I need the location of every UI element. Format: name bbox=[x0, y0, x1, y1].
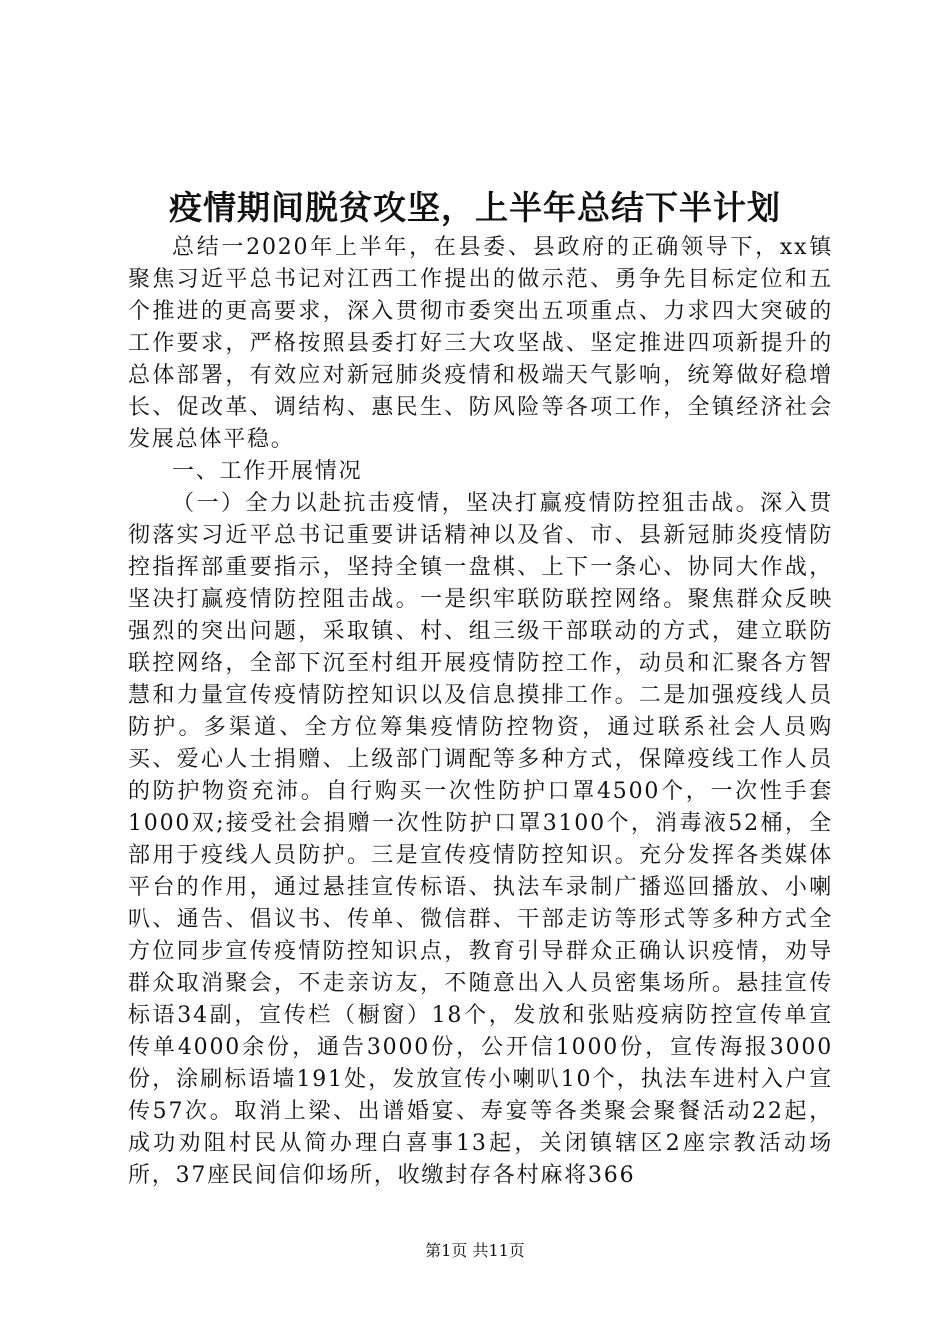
document-title: 疫情期间脱贫攻坚，上半年总结下半计划 bbox=[169, 188, 781, 227]
page-footer: 第1页 共11页 bbox=[425, 1241, 525, 1260]
section-heading: 一、工作开展情况 bbox=[172, 459, 363, 484]
paragraph-intro: 总结一2020年上半年，在县委、县政府的正确领导下，xx镇聚焦习近平总书记对江西工作提出的做示范、勇争先目标定位和五个推进的更高要求，深入贯彻市委突出五项重点、力求四大突破的工作要求，严格按照县委打好三大攻坚战、坚定推进四项新提升的总体部署，有效应对新冠肺炎疫情和极端天气影响，统筹做好稳增长、促改革、调结构、惠民生、防风险等各项工作，全镇经济社会发展总体平稳。 bbox=[128, 235, 833, 452]
paragraph-epidemic: （一）全力以赴抗击疫情，坚决打赢疫情防控狙击战。深入贯彻落实习近平总书记重要讲话精神以及省、市、县新冠肺炎疫情防控指挥部重要指示，坚持全镇一盘棋、上下一条心、协同大作战，坚决打赢疫情防控阻击战。一是织牢联防联控网络。聚焦群众反映强烈的突出问题，采取镇、村、组三级干部联动的方式，建立联防联控网络，全部下沉至村组开展疫情防控工作，动员和汇聚各方智慧和力量宣传疫情防控知识以及信息摸排工作。二是加强疫线人员防护。多渠道、全方位筹集疫情防控物资，通过联系社会人员购买、爱心人士捐赠、上级部门调配等多种方式，保障疫线工作人员的防护物资充沛。自行购买一次性防护口罩4500个，一次性手套1000双;接受社会捐赠一次性防护口罩3100个，消毒液52桶，全部用于疫线人员防护。三是宣传疫情防控知识。充分发挥各类媒体平台的作用，通过悬挂宣传标语、执法车录制广播巡回播放、小喇叭、通告、倡议书、传单、微信群、干部走访等形式等多种方式全方位同步宣传疫情防控知识点，教育引导群众正确认识疫情，劝导群众取消聚会，不走亲访友，不随意出入人员密集场所。悬挂宣传标语34副，宣传栏（橱窗）18个，发放和张贴疫病防控宣传单宣传单4000余份，通告3000份，公开信1000份，宣传海报3000份，涂刷标语墙191处，发放宣传小喇叭10个，执法车进村入户宣传57次。取消上梁、出谱婚宴、寿宴等各类聚会聚餐活动22起，成功劝阻村民从简办理白喜事13起，关闭镇辖区2座宗教活动场所，37座民间信仰场所，收缴封存各村麻将366 bbox=[128, 491, 833, 1188]
document-body bbox=[128, 232, 833, 1192]
